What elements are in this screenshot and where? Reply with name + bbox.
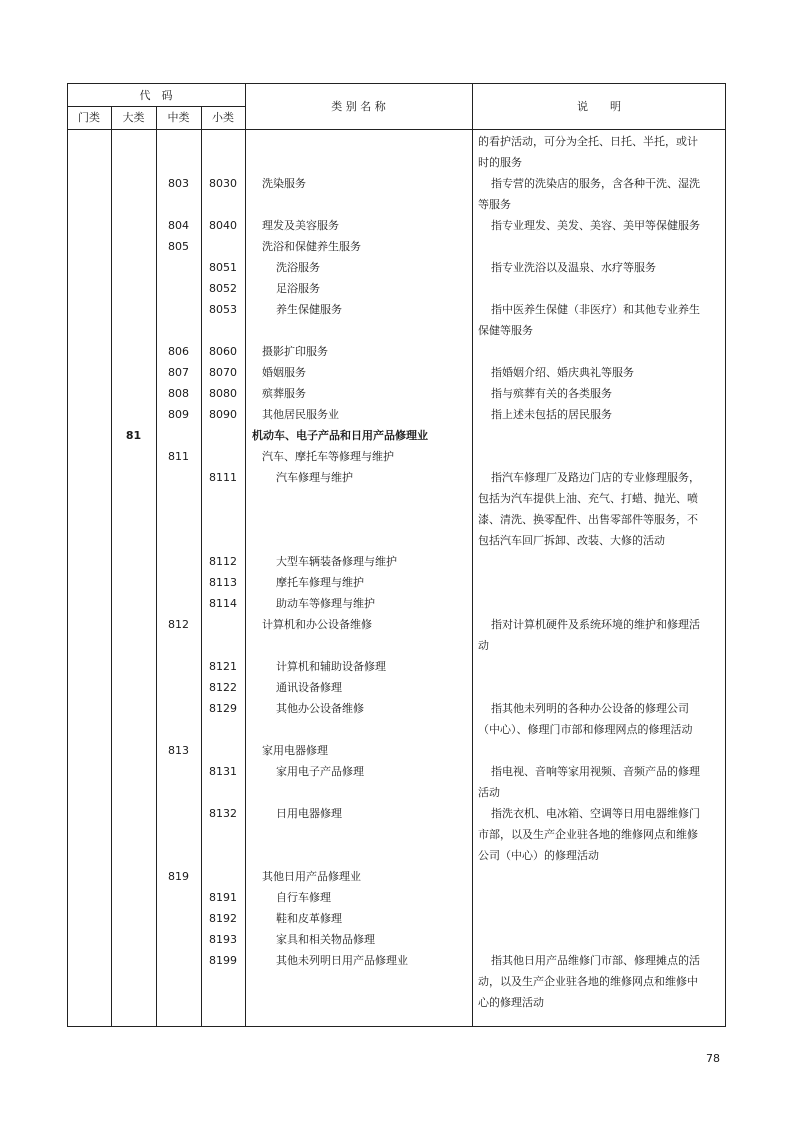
xiaolei-code: 8122	[209, 681, 237, 694]
table-row	[0, 257, 794, 278]
category-description	[478, 698, 722, 740]
table-row	[0, 887, 794, 908]
category-name: 计算机和辅助设备修理	[276, 660, 386, 673]
description-line: 指专业理发、美发、美容、美甲等保健服务	[491, 219, 700, 232]
table-row	[0, 614, 794, 652]
header-zhonglei: 中类	[167, 111, 190, 124]
category-description	[478, 257, 722, 278]
xiaolei-code: 8051	[209, 261, 237, 274]
table-row	[0, 299, 794, 337]
table-row	[0, 950, 794, 1009]
zhonglei-code: 803	[168, 177, 189, 190]
description-line: 市部，以及生产企业驻各地的维修网点和维修	[478, 828, 698, 841]
table-row	[0, 425, 794, 446]
table-row	[0, 215, 794, 236]
category-name: 鞋和皮革修理	[276, 912, 342, 925]
category-description	[478, 131, 722, 173]
table-row	[0, 803, 794, 862]
table-row	[0, 866, 794, 887]
table-row	[0, 467, 794, 547]
category-name: 摩托车修理与维护	[276, 576, 364, 589]
category-name: 洗浴服务	[276, 261, 320, 274]
xiaolei-code: 8199	[209, 954, 237, 967]
category-name: 其他日用产品修理业	[262, 870, 361, 883]
description-line: 指电视、音响等家用视频、音频产品的修理	[491, 765, 700, 778]
category-name: 理发及美容服务	[262, 219, 339, 232]
category-name: 自行车修理	[276, 891, 331, 904]
category-description	[478, 299, 722, 341]
header-rule-bottom	[67, 129, 726, 130]
header-code: 代 码	[139, 89, 173, 102]
description-line: 指中医养生保健（非医疗）和其他专业养生	[491, 303, 700, 316]
xiaolei-code: 8192	[209, 912, 237, 925]
description-line: 活动	[478, 786, 500, 799]
xiaolei-code: 8090	[209, 408, 237, 421]
category-name: 汽车、摩托车等修理与维护	[262, 450, 394, 463]
category-description	[478, 383, 722, 404]
category-name: 摄影扩印服务	[262, 345, 328, 358]
table-row	[0, 698, 794, 736]
category-name: 洗浴和保健养生服务	[262, 240, 361, 253]
description-line: 指婚姻介绍、婚庆典礼等服务	[491, 366, 634, 379]
dalei-code: 81	[125, 429, 142, 442]
category-name: 日用电器修理	[276, 807, 342, 820]
description-line: 漆、清洗、换零配件、出售零部件等服务，不	[478, 513, 698, 526]
table-row	[0, 404, 794, 425]
xiaolei-code: 8052	[209, 282, 237, 295]
description-line: 指其他未列明的各种办公设备的修理公司	[491, 702, 689, 715]
table-row	[0, 446, 794, 467]
table-row	[0, 761, 794, 799]
description-line: 时的服务	[478, 156, 522, 169]
zhonglei-code: 811	[168, 450, 189, 463]
page-number: 78	[706, 1052, 720, 1065]
zhonglei-code: 812	[168, 618, 189, 631]
zhonglei-code: 805	[168, 240, 189, 253]
zhonglei-code: 813	[168, 744, 189, 757]
description-line: （中心）、修理门市部和修理网点的修理活动	[478, 723, 693, 736]
description-line: 包括汽车回厂拆卸、改装、大修的活动	[478, 534, 665, 547]
description-line: 公司（中心）的修理活动	[478, 849, 599, 862]
category-name: 助动车等修理与维护	[276, 597, 375, 610]
table-row	[0, 593, 794, 614]
category-name: 机动车、电子产品和日用产品修理业	[252, 429, 428, 442]
category-name: 其他办公设备维修	[276, 702, 364, 715]
table-row	[0, 908, 794, 929]
category-name: 家用电子产品修理	[276, 765, 364, 778]
table-row	[0, 551, 794, 572]
xiaolei-code: 8114	[209, 597, 237, 610]
description-line: 心的修理活动	[478, 996, 544, 1009]
zhonglei-code: 819	[168, 870, 189, 883]
description-line: 的看护活动，可分为全托、日托、半托，或计	[478, 135, 698, 148]
xiaolei-code: 8112	[209, 555, 237, 568]
category-name: 洗染服务	[262, 177, 306, 190]
xiaolei-code: 8060	[209, 345, 237, 358]
category-description	[478, 173, 722, 215]
category-name: 殡葬服务	[262, 387, 306, 400]
table-row	[0, 929, 794, 950]
description-line: 指专营的洗染店的服务，含各种干洗、湿洗	[491, 177, 700, 190]
category-description	[478, 404, 722, 425]
description-line: 指洗衣机、电冰箱、空调等日用电器维修门	[491, 807, 700, 820]
table-row	[0, 656, 794, 677]
category-description	[478, 614, 722, 656]
category-name: 其他未列明日用产品修理业	[276, 954, 408, 967]
table-row	[0, 278, 794, 299]
category-description	[478, 467, 722, 551]
description-line: 等服务	[478, 198, 511, 211]
category-name: 婚姻服务	[262, 366, 306, 379]
description-line: 指上述未包括的居民服务	[491, 408, 612, 421]
category-name: 家用电器修理	[262, 744, 328, 757]
description-line: 动，以及生产企业驻各地的维修网点和维修中	[478, 975, 698, 988]
table-row	[0, 677, 794, 698]
zhonglei-code: 808	[168, 387, 189, 400]
table-row	[0, 572, 794, 593]
table-row	[0, 383, 794, 404]
xiaolei-code: 8193	[209, 933, 237, 946]
category-description	[478, 950, 722, 1013]
description-line: 保健等服务	[478, 324, 533, 337]
zhonglei-code: 804	[168, 219, 189, 232]
table-row	[0, 236, 794, 257]
category-name: 养生保健服务	[276, 303, 342, 316]
xiaolei-code: 8111	[209, 471, 237, 484]
zhonglei-code: 807	[168, 366, 189, 379]
category-description	[478, 803, 722, 866]
xiaolei-code: 8129	[209, 702, 237, 715]
xiaolei-code: 8070	[209, 366, 237, 379]
xiaolei-code: 8131	[209, 765, 237, 778]
description-line: 指与殡葬有关的各类服务	[491, 387, 612, 400]
category-name: 其他居民服务业	[262, 408, 339, 421]
category-description	[478, 761, 722, 803]
xiaolei-code: 8080	[209, 387, 237, 400]
description-line: 包括为汽车提供上油、充气、打蜡、抛光、喷	[478, 492, 698, 505]
description-line: 指其他日用产品维修门市部、修理摊点的活	[491, 954, 700, 967]
category-name: 足浴服务	[276, 282, 320, 295]
description-line: 指对计算机硬件及系统环境的维护和修理活	[491, 618, 700, 631]
xiaolei-code: 8191	[209, 891, 237, 904]
category-name: 大型车辆装备修理与维护	[276, 555, 397, 568]
category-name: 通讯设备修理	[276, 681, 342, 694]
category-name: 家具和相关物品修理	[276, 933, 375, 946]
header-category-name: 类 别 名 称	[331, 100, 386, 113]
category-name: 汽车修理与维护	[276, 471, 353, 484]
table-row	[0, 362, 794, 383]
category-description	[478, 362, 722, 383]
xiaolei-code: 8053	[209, 303, 237, 316]
table-row	[0, 131, 794, 169]
header-description: 说 明	[577, 100, 621, 113]
xiaolei-code: 8040	[209, 219, 237, 232]
description-line: 指汽车修理厂及路边门店的专业修理服务，	[491, 471, 700, 484]
table-row	[0, 341, 794, 362]
xiaolei-code: 8030	[209, 177, 237, 190]
table-row	[0, 740, 794, 761]
header-menlei: 门类	[78, 111, 100, 124]
table-row	[0, 173, 794, 211]
xiaolei-code: 8132	[209, 807, 237, 820]
zhonglei-code: 806	[168, 345, 189, 358]
header-dalei: 大类	[122, 111, 145, 124]
xiaolei-code: 8121	[209, 660, 237, 673]
description-line: 指专业洗浴以及温泉、水疗等服务	[491, 261, 656, 274]
description-line: 动	[478, 639, 489, 652]
category-name: 计算机和办公设备维修	[262, 618, 372, 631]
category-description	[478, 215, 722, 236]
zhonglei-code: 809	[168, 408, 189, 421]
xiaolei-code: 8113	[209, 576, 237, 589]
header-xiaolei: 小类	[212, 111, 234, 124]
